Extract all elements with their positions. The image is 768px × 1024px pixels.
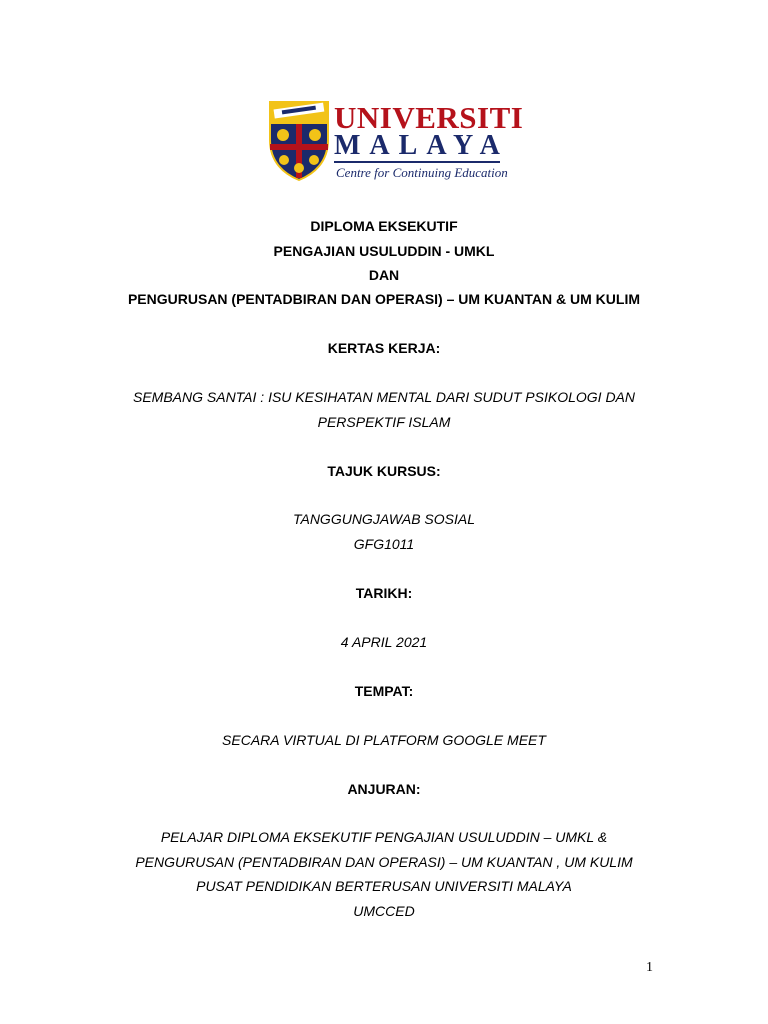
logo-malaya: MALAYA (334, 130, 509, 161)
page-number: 1 (646, 960, 653, 975)
tempat-heading: TEMPAT: (354, 683, 414, 699)
organiser-line-3: PUSAT PENDIDIKAN BERTERUSAN UNIVERSITI MALAYA (196, 878, 572, 894)
course-code: GFG1011 (353, 536, 415, 552)
anjuran-heading: ANJURAN: (347, 781, 421, 797)
organiser-line-1: PELAJAR DIPLOMA EKSEKUTIF PENGAJIAN USULUDDIN – UMKL & (160, 829, 608, 845)
programme-line-1: DIPLOMA EKSEKUTIF (310, 218, 458, 234)
organiser-line-2: PENGURUSAN (PENTADBIRAN DAN OPERASI) – UM KUANTAN , UM KULIM (135, 854, 633, 870)
logo-universiti: UNIVERSITI (334, 100, 524, 135)
crest-icon (268, 100, 330, 182)
date-value: 4 APRIL 2021 (340, 634, 428, 650)
programme-line-2: PENGAJIAN USULUDDIN - UMKL (273, 243, 495, 259)
programme-line-4: PENGURUSAN (PENTADBIRAN DAN OPERASI) – UM KUANTAN & UM KULIM (127, 291, 641, 307)
logo-subtitle: Centre for Continuing Education (336, 165, 508, 180)
logo-divider (334, 161, 500, 163)
organiser-line-4: UMCCED (353, 903, 415, 919)
kertas-kerja-heading: KERTAS KERJA: (327, 340, 441, 356)
course-name: TANGGUNGJAWAB SOSIAL (292, 511, 476, 527)
tajuk-kursus-heading: TAJUK KURSUS: (327, 463, 441, 479)
kertas-kerja-title-1: SEMBANG SANTAI : ISU KESIHATAN MENTAL DARI SUDUT PSIKOLOGI DAN (132, 389, 636, 405)
tarikh-heading: TARIKH: (355, 585, 413, 601)
venue-value: SECARA VIRTUAL DI PLATFORM GOOGLE MEET (222, 732, 546, 748)
programme-line-3: DAN (368, 267, 400, 283)
kertas-kerja-title-2: PERSPEKTIF ISLAM (317, 414, 451, 430)
university-logo (268, 100, 524, 186)
